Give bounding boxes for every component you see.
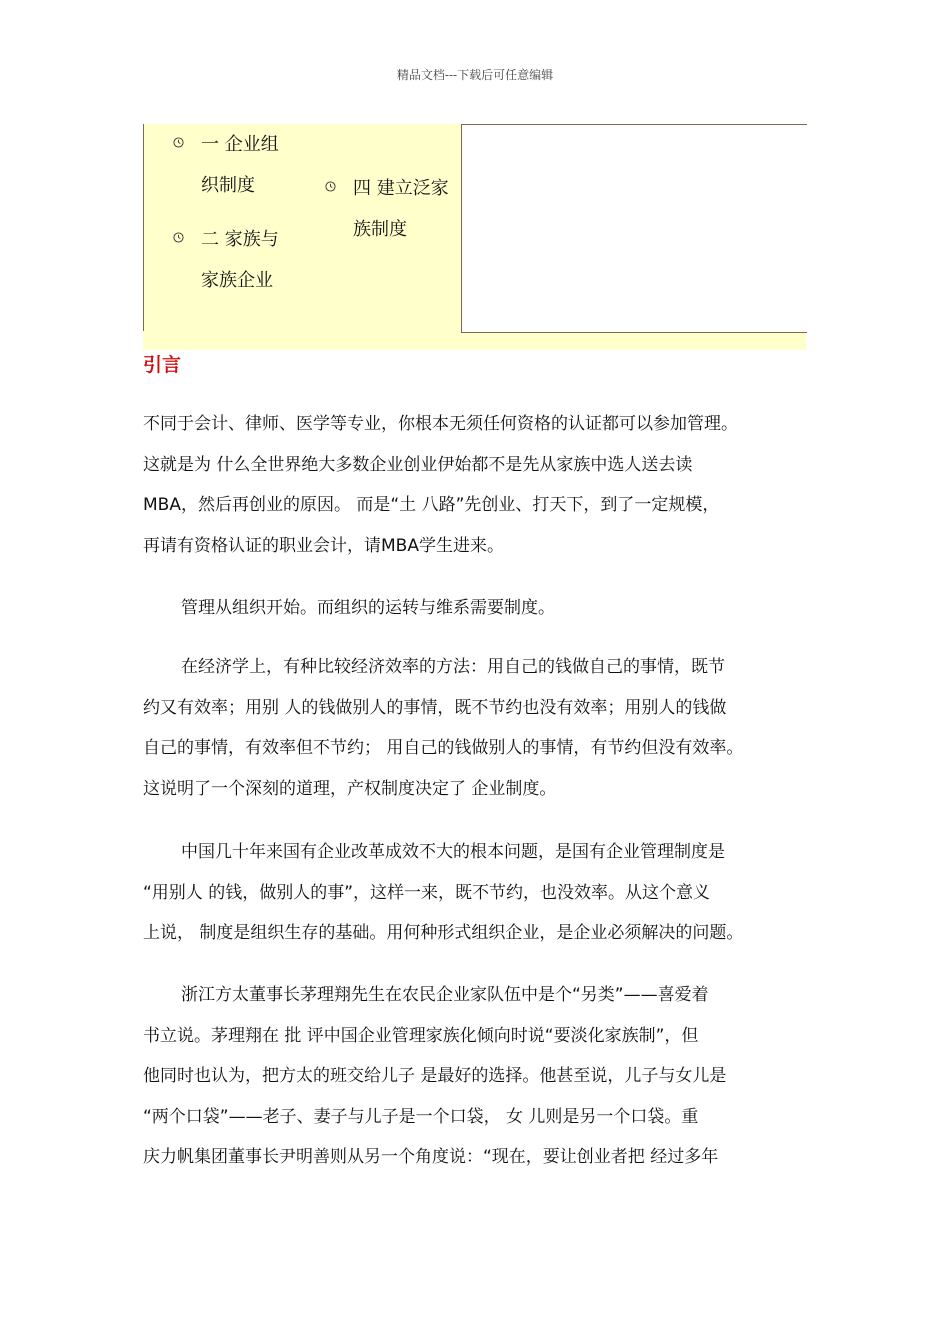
paragraph-line: 管理从组织开始。而组织的运转与维系需要制度。 (181, 598, 555, 618)
paragraph-line: 中国几十年来国有企业改革成效不大的根本问题，是国有企业管理制度是 (181, 842, 725, 862)
toc-item-2-line-2: 家族企业 (201, 270, 273, 291)
paragraph-line: 庆力帆集团董事长尹明善则从另一个角度说：“现在，要让创业者把 经过多年 (143, 1147, 719, 1167)
paragraph-line: 书立说。茅理翔在 批 评中国企业管理家族化倾向时说“要淡化家族制”，但 (143, 1025, 699, 1046)
page-header: 精品文档---下载后可任意编辑 (396, 68, 554, 82)
toc-item-4[interactable] (353, 168, 449, 250)
paragraph-line: 再请有资格认证的职业会计，请MBA学生进来。 (143, 535, 504, 556)
paragraph-line: 自己的事情，有效率但不节约； 用自己的钱做别人的事情，有节约但没有效率。 (143, 738, 744, 758)
section-heading: 引言 (143, 354, 182, 376)
paragraph-4 (143, 832, 743, 954)
clock-icon (173, 137, 184, 148)
toc-item-2-line-1: 二 家族与 (201, 229, 279, 250)
paragraph-line: 不同于会计、律师、医学等专业，你根本无须任何资格的认证都可以参加管理。 (143, 414, 738, 434)
toc-item-4-line-1: 四 建立泛家 (353, 178, 449, 199)
paragraph-line: 他同时也认为，把方太的班交给儿子 是最好的选择。他甚至说，儿子与女儿是 (143, 1066, 727, 1086)
paragraph-2 (143, 588, 555, 629)
toc-item-2[interactable] (201, 219, 279, 301)
paragraph-line: “用别人 的钱，做别人的事”，这样一来，既不节约，也没效率。从这个意义 (143, 882, 711, 903)
paragraph-line: 约又有效率；用别 人的钱做别人的事情，既不节约也没有效率；用别人的钱做 (143, 697, 727, 718)
toc-item-1[interactable] (201, 124, 279, 206)
paragraph-line: MBA，然后再创业的原因。 而是“土 八路”先创业、打天下，到了一定规模， (143, 495, 720, 515)
paragraph-line: 上说， 制度是组织生存的基础。用何种形式组织企业，是企业必须解决的问题。 (143, 923, 744, 943)
clock-icon (173, 232, 184, 243)
toc-item-1-line-2: 织制度 (201, 175, 255, 196)
paragraph-1 (143, 404, 738, 566)
paragraph-line: 这就是为 什么全世界绝大多数企业创业伊始都不是先从家族中选人送去读 (143, 454, 693, 475)
paragraph-line: “两个口袋”——老子、妻子与儿子是一个口袋， 女 儿则是另一个口袋。重 (143, 1106, 699, 1127)
toc-blank-panel (461, 124, 807, 333)
toc-item-4-line-2: 族制度 (353, 219, 407, 240)
paragraph-line: 这说明了一个深刻的道理，产权制度决定了 企业制度。 (143, 778, 557, 799)
paragraph-line: 浙江方太董事长茅理翔先生在农民企业家队伍中是个“另类”——喜爱着 (181, 985, 709, 1005)
toc-box (143, 124, 806, 350)
toc-item-1-line-1: 一 企业组 (201, 134, 279, 155)
paragraph-line: 在经济学上，有种比较经济效率的方法：用自己的钱做自己的事情，既节 (181, 657, 725, 677)
toc-left-border (143, 124, 144, 331)
paragraph-3 (143, 647, 743, 809)
clock-icon (325, 181, 336, 192)
paragraph-5 (143, 975, 726, 1178)
